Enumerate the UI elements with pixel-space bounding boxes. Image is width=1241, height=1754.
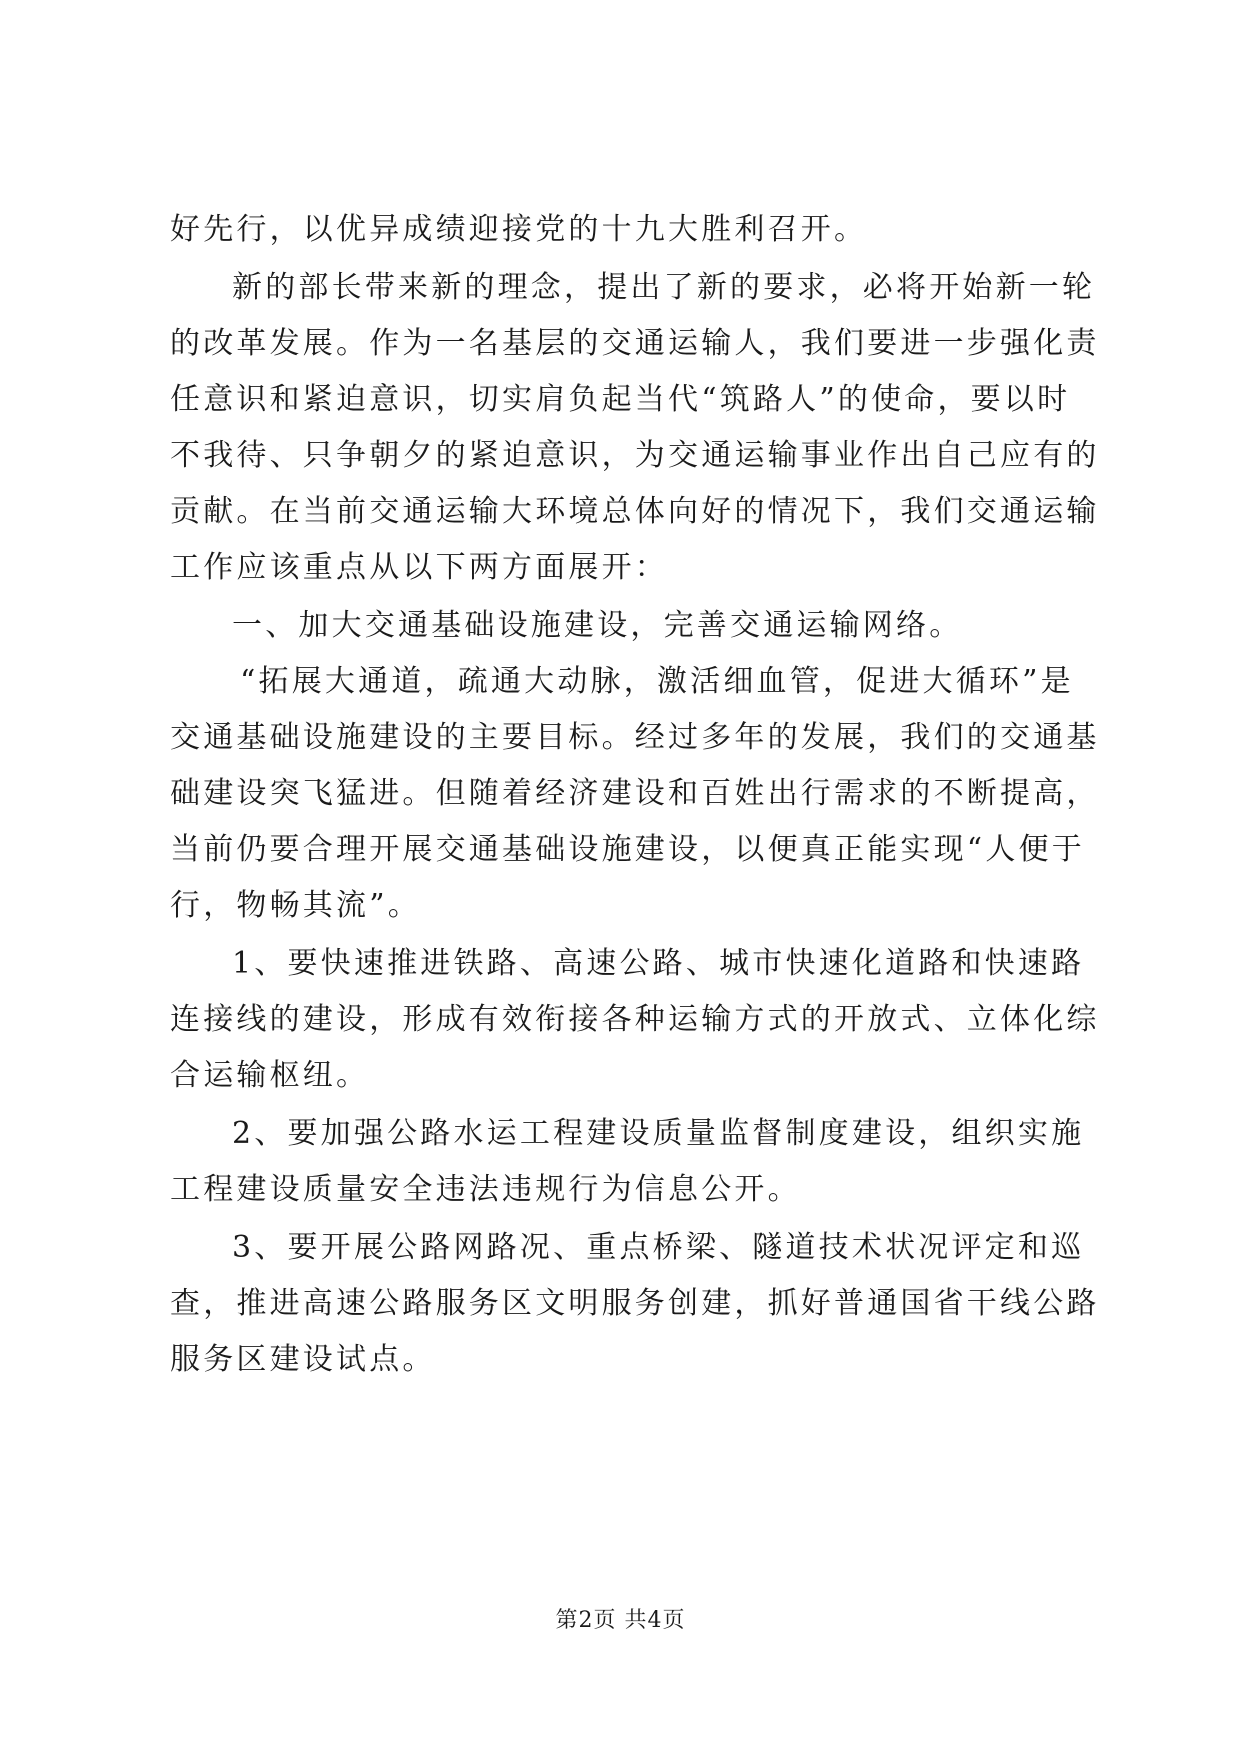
page-number-footer: 第2页 共4页 xyxy=(555,1608,686,1633)
text-line: 工程建设质量安全违法违规行为信息公开。 xyxy=(170,1172,801,1207)
text-line: 当前仍要合理开展交通基础设施建设，以便真正能实现“人便于 xyxy=(170,832,1085,867)
text-line: 任意识和紧迫意识，切实肩负起当代“筑路人”的使命，要以时 xyxy=(170,382,1071,417)
text-line: 好先行，以优异成绩迎接党的十九大胜利召开。 xyxy=(170,212,868,247)
list-item-2: 2、要加强公路水运工程建设质量监督制度建设，组织实施 xyxy=(232,1116,1085,1151)
text-line: 础建设突飞猛进。但随着经济建设和百姓出行需求的不断提高， xyxy=(170,776,1100,811)
section-heading: 一、加大交通基础设施建设，完善交通运输网络。 xyxy=(232,608,963,643)
text-line: 不我待、只争朝夕的紧迫意识，为交通运输事业作出自己应有的 xyxy=(170,438,1100,473)
text-line: “拓展大通道，疏通大动脉，激活细血管，促进大循环”是 xyxy=(240,664,1074,699)
text-line: 查，推进高速公路服务区文明服务创建，抓好普通国省干线公路 xyxy=(170,1286,1100,1321)
text-line: 工作应该重点从以下两方面展开： xyxy=(170,550,668,585)
text-line: 交通基础设施建设的主要目标。经过多年的发展，我们的交通基 xyxy=(170,720,1100,755)
text-line: 贡献。在当前交通运输大环境总体向好的情况下，我们交通运输 xyxy=(170,494,1100,529)
text-line: 服务区建设试点。 xyxy=(170,1342,436,1377)
text-line: 合运输枢纽。 xyxy=(170,1058,370,1093)
text-line: 行，物畅其流”。 xyxy=(170,888,421,923)
list-item-1: 1、要快速推进铁路、高速公路、城市快速化道路和快速路 xyxy=(232,946,1085,981)
text-line: 的改革发展。作为一名基层的交通运输人，我们要进一步强化责 xyxy=(170,326,1100,361)
list-item-3: 3、要开展公路网路况、重点桥梁、隧道技术状况评定和巡 xyxy=(232,1230,1085,1265)
text-line: 连接线的建设，形成有效衔接各种运输方式的开放式、立体化综 xyxy=(170,1002,1100,1037)
text-line: 新的部长带来新的理念，提出了新的要求，必将开始新一轮 xyxy=(232,270,1096,305)
